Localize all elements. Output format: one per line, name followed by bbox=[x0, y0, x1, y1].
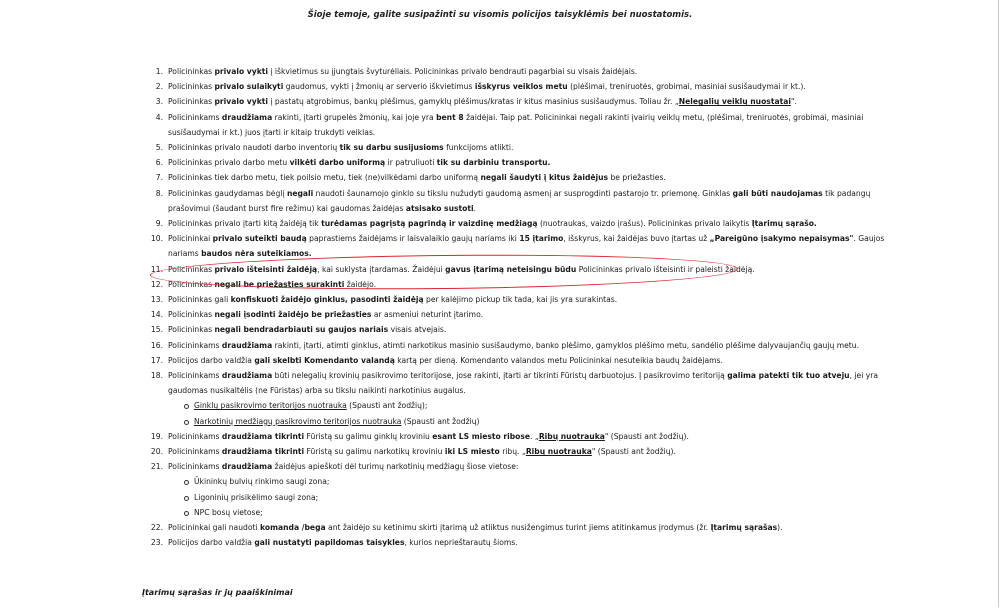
rule-number: 19. bbox=[150, 431, 163, 441]
rule-text-segment: Policininkas privalo naudoti darbo inventorių bbox=[168, 143, 340, 153]
rule-number: 8. bbox=[155, 188, 163, 198]
rule-text-segment: ar asmeniui neturint įtarimo. bbox=[371, 310, 484, 320]
rule-text-segment: esant LS miesto ribose bbox=[432, 431, 531, 441]
rule-text-segment: negali bendradarbiauti su gaujos nariais bbox=[214, 325, 389, 335]
rule-text-segment: Policininkas bbox=[168, 264, 215, 274]
rule-text-segment: Policininkai bbox=[168, 234, 213, 244]
rule-text-segment: Policininkas bbox=[168, 310, 215, 320]
rule-text-segment: Ligoninių prisikėlimo saugi zona; bbox=[194, 492, 319, 502]
rule-text-segment: gali skelbti Komendanto valandą bbox=[254, 355, 395, 365]
rule-number: 1. bbox=[155, 67, 163, 76]
rule-text-segment: Policininkas bbox=[168, 67, 215, 76]
rule-number: 17. bbox=[150, 355, 163, 365]
rule-text-segment: Policininkams bbox=[168, 340, 222, 350]
rule-item bbox=[150, 429, 911, 444]
rule-text-segment: kartą per dieną. Komendanto valandos metu Policininkai nesuteikia baudų žaidėjams. bbox=[394, 355, 723, 365]
rule-text-segment: funkcijoms atlikti. bbox=[443, 143, 514, 153]
rule-text-segment: žaidėjo. bbox=[344, 279, 377, 289]
rule-number: 21. bbox=[150, 462, 163, 472]
rule-text-segment: (plėšimai, treniruotės, grobimai, masiniai susišaudymai ir kt.). bbox=[567, 82, 806, 92]
rule-number: 13. bbox=[150, 295, 163, 305]
rule-text-segment: be priežasties. bbox=[608, 173, 666, 183]
rule-item bbox=[155, 64, 911, 79]
rule-item bbox=[155, 110, 911, 140]
rule-number: 22. bbox=[150, 523, 163, 533]
rule-text-segment: Policininkams bbox=[168, 371, 222, 381]
link-text[interactable]: Ribų nuotrauka bbox=[538, 431, 605, 441]
rule-text-segment: būti nelegalių krovinių pasikrovimo teritorijose, jose rakinti, įtarti ar tikrinti Fūristų darbuotojus. Į pasikrovimo teritoriją bbox=[272, 371, 728, 381]
rule-text-segment: (Spausti ant žodžių) bbox=[401, 416, 480, 426]
rule-text-segment: rakinti, įtarti grupelės žmonių, kai joje yra bbox=[272, 112, 437, 122]
rule-number: 11. bbox=[150, 264, 163, 274]
rule-text-segment: rakinti, įtarti, atimti ginklus, atimti narkotikus masinio susišaudymo, banko plėšimo, gamyklos plėšimo metu, sandėlio plėšime dalyvaujančių gaujų metu. bbox=[272, 340, 859, 350]
link-text[interactable]: Ginklų pasikrovimo teritorijos nuotrauka bbox=[194, 401, 347, 411]
rule-text-segment: Policininkams bbox=[168, 447, 222, 457]
rule-text-segment: Policininkas privalo įtarti kitą žaidėją tik bbox=[168, 219, 322, 229]
rule-text-segment: , jei yra gaudomas nusikaltėlis (ne Fūristas) arba su tikslu naikinti narkotinius augalus. bbox=[168, 371, 878, 396]
footer-heading: Įtarimų sąrašas ir jų paaiškinimai bbox=[142, 588, 293, 597]
rule-text-segment: baudos nėra suteikiamos. bbox=[201, 249, 312, 259]
rule-number: 14. bbox=[150, 310, 163, 320]
rule-text-segment: privalo sulaikyti bbox=[214, 82, 284, 92]
rule-item bbox=[150, 353, 911, 368]
rule-number: 18. bbox=[150, 371, 163, 381]
rule-number: 23. bbox=[150, 538, 163, 548]
rule-text-segment: visais atvejais. bbox=[388, 325, 447, 335]
rule-item bbox=[150, 535, 911, 550]
rule-text-segment: draudžiama tikrinti bbox=[221, 431, 305, 441]
rule-text-segment: tik su darbu susijusioms bbox=[339, 143, 444, 153]
link-text[interactable]: Narkotinių medžiagų pasikrovimo teritorijos nuotrauka bbox=[194, 416, 402, 426]
rule-text-segment: draudžiama bbox=[221, 340, 273, 350]
rule-text-segment: negali bbox=[286, 188, 314, 198]
rule-text-segment: (nuotraukas, vaizdo įrašus). Policininkas privalo laikytis bbox=[537, 219, 752, 229]
rule-text-segment: Policininkas privalo išteisinti ir paleisti žaidėją. bbox=[576, 264, 755, 274]
rule-text-segment: gali būti naudojamas bbox=[732, 188, 823, 198]
rule-text-segment: Fūristą su galimu ginklų kroviniu bbox=[304, 431, 433, 441]
rule-number: 5. bbox=[155, 143, 163, 153]
rule-text-segment: (Spausti ant žodžių); bbox=[346, 401, 428, 411]
rule-text-segment: tik padangų prašovimui (šaudant burst fire režimu) kai gaudomas žaidėjas bbox=[168, 188, 871, 213]
rule-text-segment: bent 8 bbox=[436, 112, 464, 122]
rule-text-segment: draudžiama tikrinti bbox=[221, 447, 305, 457]
rule-text-segment: Policininkams bbox=[168, 431, 222, 441]
rule-item bbox=[150, 459, 911, 520]
rule-text-segment: privalo vykti bbox=[214, 67, 268, 76]
rule-number: 10. bbox=[150, 234, 163, 244]
rule-text-segment: privalo išteisinti žaidėją bbox=[214, 264, 318, 274]
rule-item bbox=[155, 170, 911, 185]
rule-text-segment: į iškvietimus su įjungtais švyturėliais. Policininkas privalo bendrauti pagarbiai su visais žaidėjais. bbox=[268, 67, 638, 76]
rule-text-segment: Policininkas bbox=[168, 325, 215, 335]
rule-text-segment: ribų. „ bbox=[499, 447, 526, 457]
rule-text-segment: per kalėjimo pickup tik tada, kai jis yra surakintas. bbox=[423, 295, 618, 305]
rule-text-segment: galima patekti tik tuo atveju bbox=[727, 371, 850, 381]
rule-text-segment: iki LS miesto bbox=[444, 447, 500, 457]
rule-text-segment: Policininkai gali naudoti bbox=[168, 523, 260, 533]
rule-text-segment: Policininkams bbox=[168, 112, 222, 122]
link-text[interactable]: Nelegalių veiklų nuostatai bbox=[678, 97, 791, 107]
rule-text-segment: gali nustatyti papildomas taisykles bbox=[254, 538, 405, 548]
rule-text-segment: " (Spausti ant žodžių). bbox=[604, 431, 689, 441]
rule-text-segment: naudoti šaunamojo ginklo su tikslu nužudyti gaudomą asmenį ar susprogdinti pastarojo tr. priemonę. Ginklas bbox=[313, 188, 733, 198]
rule-text-segment: gavus įtarimą neteisingu būdu bbox=[445, 264, 577, 274]
rules-list bbox=[150, 64, 911, 551]
rule-text-segment: žaidėjai. Taip pat. Policininkai negali rakinti įvairių veiklų metu, (plėšimai, treniruotės, grobimai, masiniai susišaudymai ir kt.) juos įtarti ir kitaip trukdyti veiklas. bbox=[168, 112, 864, 137]
rule-text-segment: Ūkininkų bulvių rinkimo saugi zona; bbox=[194, 477, 330, 487]
rule-sublist bbox=[168, 398, 911, 428]
rule-text-segment: Policijos darbo valdžia bbox=[168, 538, 255, 548]
rule-number: 9. bbox=[155, 219, 163, 229]
rule-number: 6. bbox=[155, 158, 163, 168]
rule-text-segment: Policininkas bbox=[168, 279, 215, 289]
rule-item bbox=[155, 186, 911, 216]
sublist-item bbox=[184, 474, 911, 489]
rule-text-segment: „Pareigūno įsakymo nepaisymas" bbox=[709, 234, 854, 244]
rule-number: 16. bbox=[150, 340, 163, 350]
rule-item bbox=[150, 292, 911, 307]
rule-text-segment: konfiskuoti žaidėjo ginklus, pasodinti žaidėją bbox=[230, 295, 424, 305]
rule-text-segment: . „ bbox=[530, 431, 539, 441]
rule-text-segment: draudžiama bbox=[221, 371, 273, 381]
rule-text-segment: NPC bosų vietose; bbox=[194, 507, 263, 517]
rule-item bbox=[155, 140, 911, 155]
rule-item bbox=[155, 94, 911, 109]
rule-item bbox=[155, 155, 911, 170]
sublist-item bbox=[184, 505, 911, 520]
rule-text-segment: , kai suklysta įtardamas. Žaidėjui bbox=[317, 264, 446, 274]
rule-text-segment: tik su darbiniu transportu. bbox=[436, 158, 551, 168]
rule-text-segment: negali be priežasties surakinti bbox=[214, 279, 345, 289]
rule-text-segment: į pastatų atgrobimus, bankų plėšimus, gamyklų plėšimus/kratas ir kitus masinius susišaudymus. Toliau žr. „ bbox=[268, 97, 679, 107]
rule-number: 3. bbox=[155, 97, 163, 107]
rule-item bbox=[150, 338, 911, 353]
rule-number: 7. bbox=[155, 173, 163, 183]
rule-text-segment: negali šaudyti į kitus žaidėjus bbox=[480, 173, 609, 183]
rule-text-segment: ". bbox=[790, 97, 797, 107]
intro-text: Šioje temoje, galite susipažinti su visomis policijos taisyklėmis bei nuostatomis. bbox=[307, 10, 693, 20]
rule-item bbox=[155, 216, 911, 231]
rule-sublist bbox=[168, 474, 911, 520]
rule-text-segment: Policijos darbo valdžia bbox=[168, 355, 255, 365]
rule-text-segment: draudžiama bbox=[221, 112, 273, 122]
rule-text-segment: Įtarimų sąrašas bbox=[710, 523, 778, 533]
sublist-item bbox=[184, 414, 911, 429]
rule-text-segment: 15 įtarimo bbox=[519, 234, 564, 244]
rule-number: 4. bbox=[155, 112, 163, 122]
rule-item bbox=[150, 444, 911, 459]
rule-text-segment: Policininkas privalo darbo metu bbox=[168, 158, 290, 168]
rule-number: 12. bbox=[150, 279, 163, 289]
rule-item bbox=[150, 368, 911, 429]
rule-text-segment: privalo vykti bbox=[214, 97, 268, 107]
rule-number: 15. bbox=[150, 325, 163, 335]
rule-text-segment: " (Spausti ant žodžių). bbox=[591, 447, 676, 457]
rule-text-segment: komanda /bega bbox=[260, 523, 326, 533]
rule-item bbox=[155, 79, 911, 94]
rule-number: 20. bbox=[150, 447, 163, 457]
rule-text-segment: privalo suteikti baudą bbox=[212, 234, 307, 244]
rule-text-segment: ). bbox=[777, 523, 783, 533]
rule-text-segment: atsisako sustoti bbox=[405, 203, 474, 213]
rule-text-segment: Įtarimų sąrašo. bbox=[751, 219, 817, 229]
rule-text-segment: ir patruliuoti bbox=[385, 158, 437, 168]
rule-text-segment: , kurios neprieštarautų šioms. bbox=[404, 538, 518, 548]
rule-item bbox=[150, 307, 911, 322]
sublist-item bbox=[184, 398, 911, 413]
rule-text-segment: , išskyrus, kai žaidėjas buvo įtartas už bbox=[563, 234, 710, 244]
sublist-item bbox=[184, 490, 911, 505]
rule-item bbox=[150, 520, 911, 535]
rule-text-segment: turėdamas pagrįstą pagrindą ir vaizdinę medžiagą bbox=[321, 219, 538, 229]
rule-text-segment: . bbox=[473, 203, 477, 213]
rule-text-segment: Policininkams bbox=[168, 462, 222, 472]
rule-text-segment: Policininkas bbox=[168, 97, 215, 107]
rule-text-segment: gaudomus, vykti į žmonių ar serverio iškvietimus bbox=[283, 82, 475, 92]
rule-text-segment: vilkėti darbo uniformą bbox=[289, 158, 386, 168]
rule-item bbox=[150, 322, 911, 337]
rule-text-segment: Fūristą su galimu narkotikų kroviniu bbox=[304, 447, 445, 457]
rule-text-segment: Policininkas bbox=[168, 82, 215, 92]
rule-text-segment: žaidėjus apieškoti dėl turimų narkotinių medžiagų šiose vietose: bbox=[272, 462, 519, 472]
rule-text-segment: Policininkas gali bbox=[168, 295, 231, 305]
rule-number: 2. bbox=[155, 82, 163, 92]
rule-text-segment: . Gaujos nariams bbox=[168, 234, 885, 259]
rule-text-segment: išskyrus veiklos metu bbox=[474, 82, 568, 92]
rule-text-segment: negali įsodinti žaidėjo be priežasties bbox=[214, 310, 372, 320]
link-text[interactable]: Ribų nuotrauka bbox=[525, 447, 592, 457]
rule-text-segment: Policininkas tiek darbo metu, tiek poilsio metu, tiek (ne)vilkėdami darbo uniformą bbox=[168, 173, 481, 183]
rule-text-segment: ant žaidėjo su ketinimu skirti įtarimą už atliktus nusižengimus turint jiems atitinkamus įrodymus (žr. bbox=[325, 523, 711, 533]
rule-text-segment: draudžiama bbox=[221, 462, 273, 472]
rule-text-segment: Policininkas gaudydamas bėglį bbox=[168, 188, 287, 198]
rule-text-segment: paprastiems žaidėjams ir laisvalaikio gaujų nariams iki bbox=[306, 234, 520, 244]
